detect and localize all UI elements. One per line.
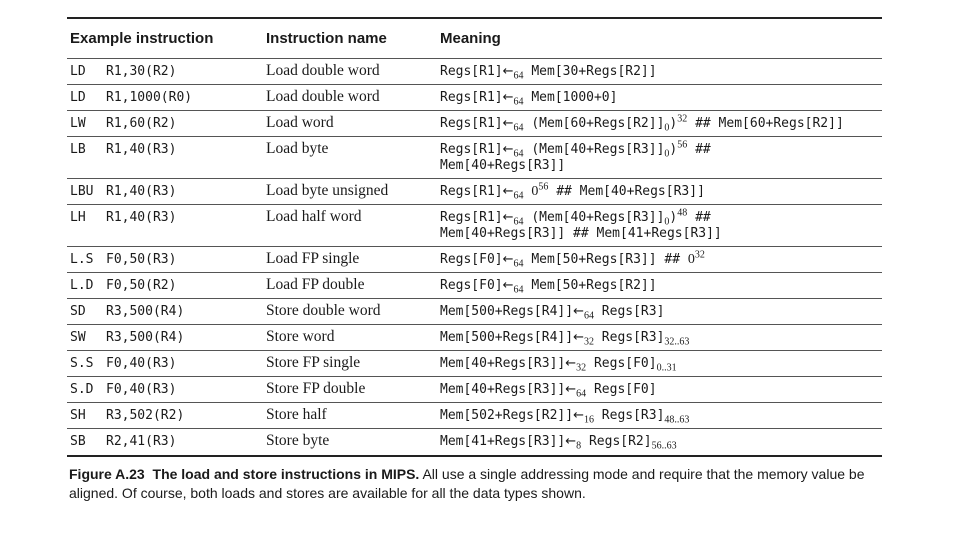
example-instruction: S.D F0,40(R3)	[67, 377, 263, 403]
instruction-name: Load FP single	[263, 247, 437, 273]
header-example-instruction: Example instruction	[67, 19, 263, 59]
table-row	[67, 403, 882, 429]
instruction-name: Store word	[263, 325, 437, 351]
table-bottom-rule	[67, 455, 882, 457]
instruction-name: Store FP double	[263, 377, 437, 403]
meaning: $Mem[40+Regs[R3]]\leftarrow_{32}$ $Regs[F0]_{0..31}$	[437, 351, 882, 377]
example-instruction: LD R1,30(R2)	[67, 59, 263, 85]
meaning: $Mem[500+Regs[R4]]\leftarrow_{64}$ Regs[R3]	[437, 299, 882, 325]
instruction-name: Store FP single	[263, 351, 437, 377]
meaning: $Regs[R1]\leftarrow_{64}$ $0^{56}$ ## Mem[40+Regs[R3]]	[437, 179, 882, 205]
example-instruction: S.S F0,40(R3)	[67, 351, 263, 377]
figure-caption	[67, 465, 882, 503]
example-instruction: SB R2,41(R3)	[70, 434, 177, 449]
table-row	[67, 59, 882, 85]
meaning: $Regs[F0]\leftarrow_{64}$ Mem[50+Regs[R2]]	[437, 273, 882, 299]
instruction-name: Store double word	[263, 299, 437, 325]
instruction-name: Load FP double	[263, 273, 437, 299]
meaning: $Regs[F0]\leftarrow_{64}$ Mem[50+Regs[R3]] ## $0^{32}$	[437, 247, 882, 273]
instruction-name: Store half	[263, 403, 437, 429]
meaning: $Mem[500+Regs[R4]]\leftarrow_{32}$ $Regs[R3]_{32..63}$	[437, 325, 882, 351]
example-instruction: L.D F0,50(R2)	[67, 273, 263, 299]
table-row	[67, 205, 882, 247]
table-row	[67, 377, 882, 403]
meaning: $Regs[R1]\leftarrow_{64}$ Mem[1000+0]	[437, 85, 882, 111]
instruction-name: Store byte	[266, 432, 330, 449]
table-row	[67, 429, 882, 455]
example-instruction: LW R1,60(R2)	[67, 111, 263, 137]
table-row	[67, 325, 882, 351]
caption-title: The load and store instructions in MIPS.	[152, 465, 420, 482]
meaning: $Mem[40+Regs[R3]]\leftarrow_{64}$ Regs[F0]	[437, 377, 882, 403]
table-row	[67, 137, 882, 179]
table-header-row	[67, 19, 882, 59]
table-row	[67, 247, 882, 273]
example-instruction: LH R1,40(R3)	[67, 205, 263, 247]
example-instruction: LB R1,40(R3)	[67, 137, 263, 179]
instruction-name: Load byte	[263, 137, 437, 179]
caption-text: All use a single addressing mode and require that the memory value be aligned. Of course, both loads and stores are available for all the data types shown.	[69, 465, 865, 501]
instruction-name: Load byte unsigned	[263, 179, 437, 205]
instruction-name: Load double word	[263, 85, 437, 111]
example-instruction: SW R3,500(R4)	[67, 325, 263, 351]
table-row	[67, 273, 882, 299]
header-instruction-name: Instruction name	[263, 19, 437, 59]
table-row	[67, 85, 882, 111]
example-instruction: LBU R1,40(R3)	[67, 179, 263, 205]
instruction-name: Load word	[263, 111, 437, 137]
header-meaning: Meaning	[437, 19, 882, 59]
caption-label: Figure A.23	[69, 465, 145, 482]
figure	[67, 17, 882, 503]
instruction-name: Load half word	[263, 205, 437, 247]
table-row	[67, 111, 882, 137]
example-instruction: SD R3,500(R4)	[67, 299, 263, 325]
meaning: $Regs[R1]\leftarrow_{64}$ $(Mem[40+Regs[R3]]_0)^{56}$ ## Mem[40+Regs[R3]]	[437, 137, 882, 179]
meaning: $Regs[R1]\leftarrow_{64}$ $(Mem[40+Regs[R3]]_0)^{48}$ ## Mem[40+Regs[R3]] ## Mem[41+Regs[R3]]	[437, 205, 882, 247]
meaning: $Mem[502+Regs[R2]]\leftarrow_{16}$ $Regs[R3]_{48..63}$	[437, 403, 882, 429]
table-row	[67, 179, 882, 205]
table-row	[67, 299, 882, 325]
example-instruction: L.S F0,50(R3)	[67, 247, 263, 273]
meaning: $Regs[R1]\leftarrow_{64}$ Mem[30+Regs[R2]]	[437, 59, 882, 85]
meaning: $Mem[41+Regs[R3]]\leftarrow_8$ $Regs[R2]_{56..63}$	[440, 434, 677, 452]
mips-load-store-table	[67, 19, 882, 455]
example-instruction: LD R1,1000(R0)	[67, 85, 263, 111]
instruction-name: Load double word	[263, 59, 437, 85]
table-row	[67, 351, 882, 377]
meaning: $Regs[R1]\leftarrow_{64}$ $(Mem[60+Regs[R2]]_0)^{32}$ ## Mem[60+Regs[R2]]	[437, 111, 882, 137]
example-instruction: SH R3,502(R2)	[67, 403, 263, 429]
